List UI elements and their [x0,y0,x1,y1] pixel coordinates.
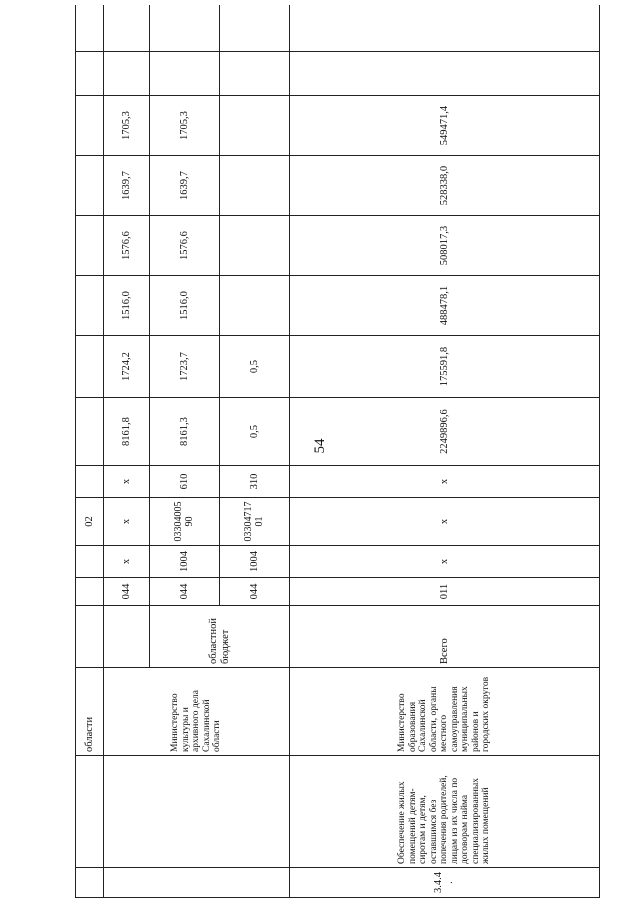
csr-cell: 03304717 01 [220,498,290,546]
csr-cell: x [289,498,599,546]
num-cell [104,868,290,898]
vr-cell [76,466,104,498]
value-cell [220,156,290,216]
value-cell [76,216,104,276]
value-cell: 1576,6 [104,216,150,276]
value-cell [289,5,599,52]
budget-cell [76,606,104,668]
value-cell: 1723,7 [150,336,220,398]
budget-cell: областной бюджет [150,606,290,668]
ministry-cell: Министерство культуры и архивного дела Сахалинской области [104,668,290,756]
value-cell: 549471,4 [289,96,599,156]
csr-cell: x [104,498,150,546]
value-cell: 0,5 [220,398,290,466]
csr-cell: 03304005 90 [150,498,220,546]
title-cell [76,756,104,868]
value-cell: 1576,6 [150,216,220,276]
grbs-cell: 044 [150,578,220,606]
budget-cell: Всего [289,606,599,668]
value-cell: 8161,8 [104,398,150,466]
value-cell [289,52,599,96]
value-cell [220,276,290,336]
value-cell: 2249896,6 [289,398,599,466]
value-cell [220,5,290,52]
value-cell [150,52,220,96]
title-cell: Обеспечение жилых помещений детям-сиротам и детям, оставшимся без попечения родителей, лицам из их числа по договорам найма специализированных жилых помещений [289,756,599,868]
vr-cell: x [104,466,150,498]
grbs-cell: 011 [289,578,599,606]
grbs-cell: 044 [220,578,290,606]
page-number: 54 [312,438,328,454]
value-cell: 1705,3 [104,96,150,156]
budget-table [75,5,600,898]
rotated-table-area [75,5,600,898]
num-cell [76,868,104,898]
value-cell: 1639,7 [104,156,150,216]
num-cell: 3.4.4. [289,868,599,898]
rz-cell: 1004 [220,546,290,578]
value-cell [220,216,290,276]
value-cell [76,398,104,466]
value-cell: 1639,7 [150,156,220,216]
grbs-cell [76,578,104,606]
value-cell [150,5,220,52]
rz-cell: x [289,546,599,578]
value-cell: 1516,0 [104,276,150,336]
value-cell: 175591,8 [289,336,599,398]
value-cell: 488478,1 [289,276,599,336]
value-cell: 1724,2 [104,336,150,398]
value-cell [76,336,104,398]
value-cell: 528338,0 [289,156,599,216]
value-cell [76,96,104,156]
value-cell: 1516,0 [150,276,220,336]
value-cell [76,276,104,336]
value-cell [104,5,150,52]
value-cell [220,52,290,96]
value-cell [76,5,104,52]
ministry-cell: Министерство образования Сахалинской области, органы местного самоуправления муниципальных районов и городских округов [289,668,599,756]
title-cell [104,756,290,868]
value-cell: 508017,3 [289,216,599,276]
rz-cell: x [104,546,150,578]
budget-cell [104,606,150,668]
value-cell: 1705,3 [150,96,220,156]
value-cell [220,96,290,156]
grbs-cell: 044 [104,578,150,606]
rz-cell [76,546,104,578]
vr-cell: x [289,466,599,498]
ministry-cell: области [76,668,104,756]
csr-cell: 02 [76,498,104,546]
vr-cell: 310 [220,466,290,498]
value-cell: 0,5 [220,336,290,398]
vr-cell: 610 [150,466,220,498]
value-cell [76,52,104,96]
value-cell: 8161,3 [150,398,220,466]
value-cell [104,52,150,96]
rz-cell: 1004 [150,546,220,578]
value-cell [76,156,104,216]
